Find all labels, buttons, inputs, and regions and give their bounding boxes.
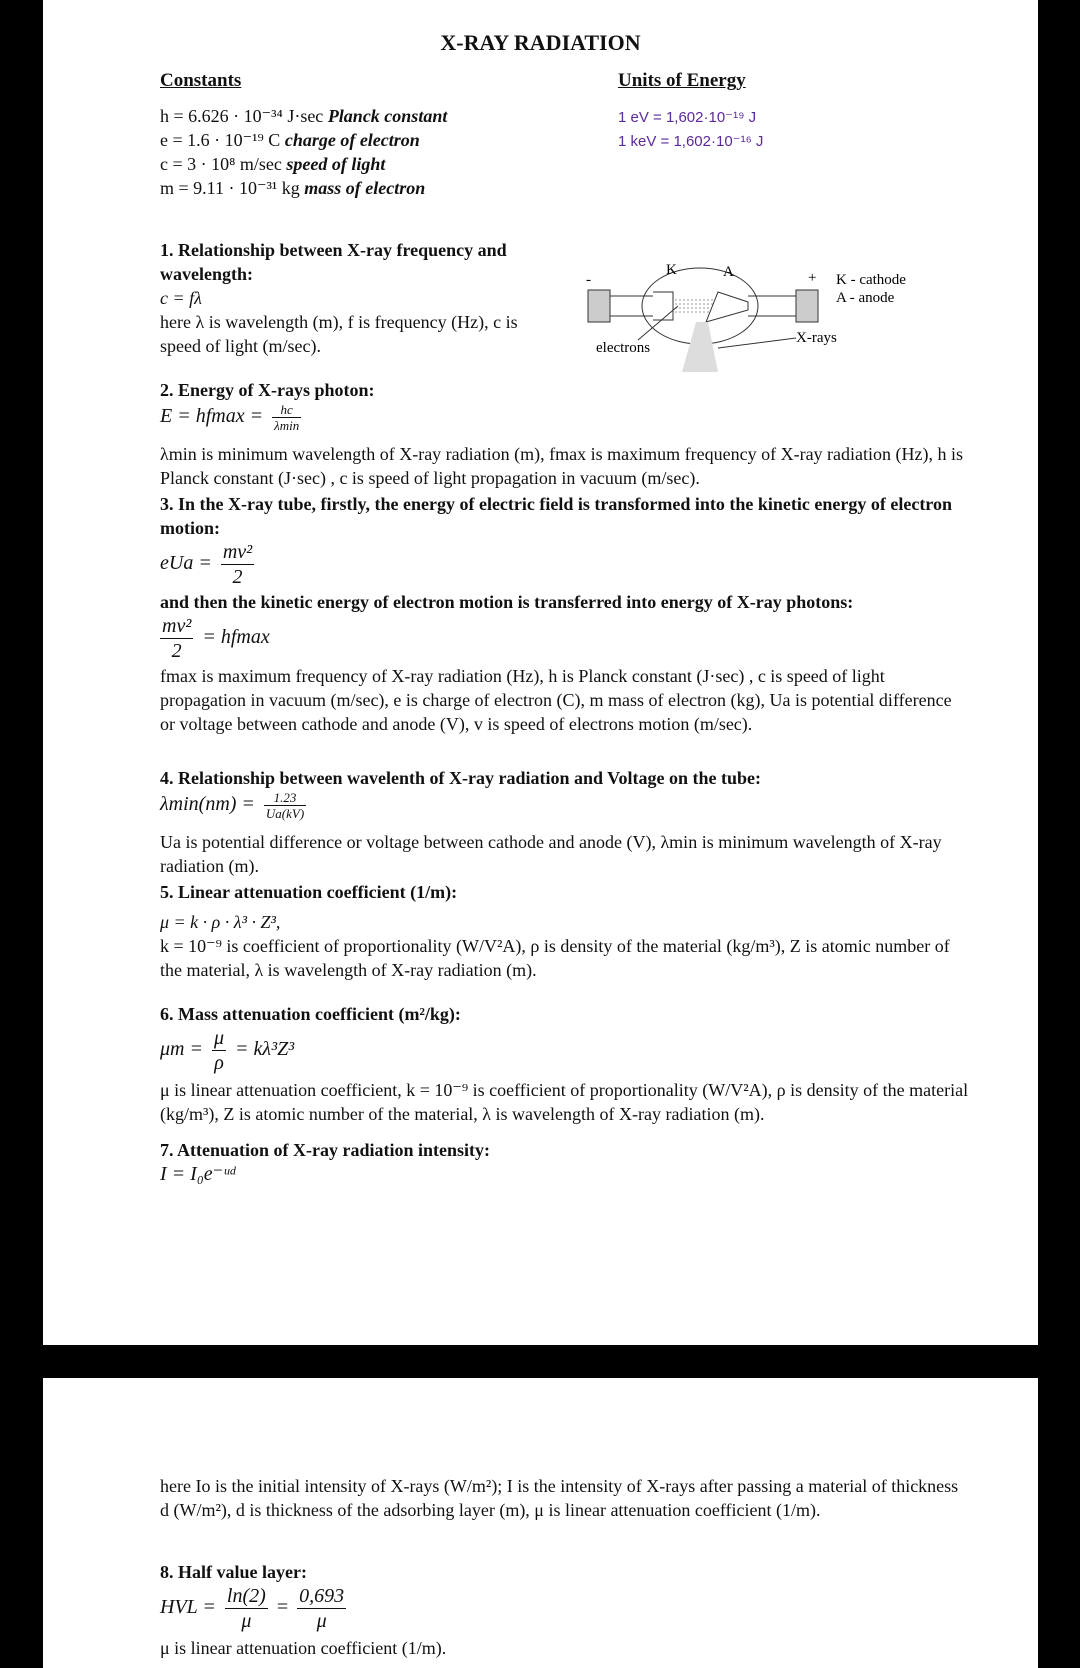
unit-ev: 1 eV = 1,602·10⁻¹⁹ J [618, 109, 757, 126]
section-3-mid-text: and then the kinetic energy of electron motion is transferred into energy of X-ray photons: [160, 592, 854, 612]
section-2-heading: 2. Energy of X-rays photon: [160, 380, 375, 400]
section-5-heading: 5. Linear attenuation coefficient (1/m): [160, 882, 458, 902]
section-8 [160, 1560, 970, 1660]
electron-beam [675, 300, 713, 312]
section-1-heading: 1. Relationship between X-ray frequency and wavelength: [160, 240, 507, 284]
page-title: X-RAY RADIATION [440, 30, 641, 55]
constant-light: c = 3 · 10⁸ m/sec speed of light [160, 154, 386, 174]
section-6 [160, 1002, 970, 1126]
section-7-formula: I = I₀e⁻ᵘᵈ [160, 1163, 236, 1185]
section-5-formula: μ = k · ρ · λ³ · Z³, [160, 912, 281, 932]
section-7-text: here Io is the initial intensity of X-rays (W/m²); I is the intensity of X-rays after passing a material of thickness d (W/m²), d is thickness of the adsorbing layer (m), μ is linear attenuation coefficient (1/m). [160, 1476, 959, 1520]
xrays-label: X-rays [796, 330, 837, 346]
section-8-formula: HVL = $\frac{\ln(2)}{\mu}$ = $\frac{0,693}{\mu}$ [160, 1585, 345, 1632]
section-6-formula: μm = $\frac{\mu}{\rho}$ = kλ³Z³ [160, 1027, 295, 1074]
anode-end-cap [796, 290, 818, 322]
cathode-end-cap [588, 290, 610, 322]
plus-sign: + [808, 270, 817, 286]
anode-icon [706, 292, 748, 322]
minus-sign: - [586, 272, 591, 288]
units-heading: Units of Energy [618, 70, 746, 91]
section-3-formula-1: eUa = $\frac{\text{mv²}}{2}$ [160, 541, 253, 588]
constant-mass: m = 9.11 · 10⁻³¹ kg mass of electron [160, 178, 426, 198]
electrons-label: electrons [596, 340, 651, 356]
section-4-heading: 4. Relationship between wavelenth of X-ray radiation and Voltage on the tube: [160, 768, 762, 788]
section-8-heading: 8. Half value layer: [160, 1562, 307, 1582]
section-7-heading: 7. Attenuation of X-ray radiation intensity: [160, 1140, 490, 1160]
page-2 [43, 1378, 1038, 1668]
section-4-text: Ua is potential difference or voltage between cathode and anode (V), λmin is minimum wavelength of X-ray radiation (m). [160, 832, 942, 876]
xrays-pointer [718, 338, 796, 348]
section-2-formula: E = hfmax = $\frac{hc}{\lambda\min}$ [160, 402, 300, 433]
cathode-label: K [666, 262, 677, 278]
legend-cathode: K - cathode [836, 272, 906, 288]
section-1-text: here λ is wavelength (m), f is frequency (Hz), c is speed of light (m/sec). [160, 312, 518, 356]
section-3-formula-2: $\frac{\text{mv²}}{2}$ = hfmax [162, 615, 270, 662]
section-1-formula: c = fλ [160, 288, 202, 308]
xray-beam [682, 322, 718, 372]
constant-planck: h = 6.626 · 10⁻³⁴ J·sec Planck constant [160, 106, 448, 126]
constant-charge: e = 1.6 · 10⁻¹⁹ C charge of electron [160, 130, 420, 150]
electrons-pointer [638, 306, 678, 340]
xray-tube-diagram [578, 262, 978, 392]
section-3-text: fmax is maximum frequency of X-ray radiation (Hz), h is Planck constant (J·sec) , c is speed of light propagation in vacuum (m/sec), e is charge of electron (C), m mass of electron (kg), Ua is potential difference or voltage between cathode and anode (V), v is speed of electrons motion (m/sec). [160, 666, 952, 734]
section-2-text: λmin is minimum wavelength of X-ray radiation (m), fmax is maximum frequency of X-ray radiation (Hz), h is Planck constant (J·sec) , c is speed of light propagation in vacuum (m/sec). [160, 444, 964, 488]
cathode-icon [653, 292, 673, 320]
constants-list [160, 104, 447, 200]
section-1 [160, 238, 555, 358]
anode-label: A [723, 264, 734, 280]
section-3 [160, 492, 970, 736]
section-2 [160, 378, 970, 490]
page-1 [43, 0, 1038, 1345]
section-4-formula: λmin(nm) = $\frac{1.23}{Ua(kV)}$ [160, 790, 305, 821]
section-6-text: μ is linear attenuation coefficient, k = 10⁻⁹ is coefficient of proportionality (W/V²A), ρ is density of the material (kg/m³), Z is atomic number of the material, λ is wavelength of X-ray radiation (m). [160, 1080, 969, 1124]
legend-anode: A - anode [836, 290, 895, 306]
section-3-heading: 3. In the X-ray tube, firstly, the energy of electric field is transformed into the kinetic energy of electron motion: [160, 494, 952, 538]
units-list [618, 106, 763, 154]
section-8-text: μ is linear attenuation coefficient (1/m). [160, 1638, 447, 1658]
section-5 [160, 880, 970, 982]
unit-kev: 1 keV = 1,602·10⁻¹⁶ J [618, 133, 764, 150]
section-5-text: k = 10⁻⁹ is coefficient of proportionality (W/V²A), ρ is density of the material (kg/m³), Z is atomic number of the material, λ is wavelength of X-ray radiation (m). [160, 936, 950, 980]
section-7 [160, 1138, 970, 1186]
section-6-heading: 6. Mass attenuation coefficient (m²/kg): [160, 1004, 461, 1024]
section-4 [160, 766, 970, 878]
constants-heading: Constants [160, 70, 242, 91]
